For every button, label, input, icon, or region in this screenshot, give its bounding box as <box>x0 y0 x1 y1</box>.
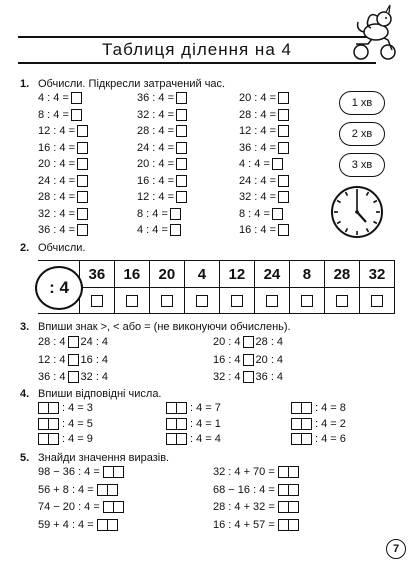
result-digit-box[interactable] <box>97 519 108 531</box>
equation-row <box>137 92 187 104</box>
title-bottom-rule <box>18 62 376 64</box>
equation-text: 12 : 4 = <box>38 125 76 137</box>
answer-box[interactable] <box>77 125 88 137</box>
equation-row <box>137 191 187 203</box>
dividend-digit-box[interactable] <box>177 418 187 430</box>
expression-text: 56 + 8 : 4 = <box>38 483 94 496</box>
equation-text: 8 : 4 = <box>239 207 270 220</box>
comparison-left-expression: 12 : 4 <box>38 353 66 366</box>
equation-row <box>239 191 289 203</box>
missing-number-row <box>38 433 93 445</box>
equation-row <box>38 142 88 154</box>
dividend-digit-box[interactable] <box>302 418 312 430</box>
dividend-digit-box[interactable] <box>177 402 187 414</box>
answer-box[interactable] <box>176 191 187 203</box>
dividend-cell: 16 <box>114 261 149 287</box>
missing-number-row <box>38 418 93 430</box>
expression-text: 98 − 36 : 4 = <box>38 466 100 478</box>
equation-text: : 4 = 4 <box>190 433 221 445</box>
equation-row <box>38 224 88 236</box>
equation-text: 24 : 4 = <box>137 141 175 154</box>
dividend-cell: 8 <box>289 261 324 287</box>
expression-text: 32 : 4 + 70 = <box>213 466 275 478</box>
answer-box[interactable] <box>91 295 103 307</box>
dividend-digit-box[interactable] <box>49 433 59 445</box>
dividend-cell: 28 <box>324 261 359 287</box>
equation-text: 36 : 4 = <box>137 92 175 104</box>
divisor-oval: : 4 <box>35 266 83 310</box>
dividend-cell: 12 <box>219 261 254 287</box>
equation-row <box>239 158 283 170</box>
equation-text: 8 : 4 = <box>38 108 69 121</box>
answer-box[interactable] <box>278 224 289 236</box>
equation-row <box>137 142 187 154</box>
equation-text: : 4 = 5 <box>62 417 93 430</box>
missing-number-row <box>166 402 221 414</box>
equation-row <box>239 92 289 104</box>
quotient-cell <box>79 287 114 313</box>
equation-row <box>239 125 289 137</box>
answer-box[interactable] <box>301 295 313 307</box>
result-digit-box[interactable] <box>114 466 124 478</box>
clock-icon <box>330 185 384 239</box>
result-digit-box[interactable] <box>289 466 299 478</box>
answer-box[interactable] <box>231 295 243 307</box>
answer-box[interactable] <box>176 175 187 187</box>
result-digit-box[interactable] <box>97 484 108 496</box>
result-digit-box[interactable] <box>289 519 299 531</box>
quotient-cell <box>254 287 289 313</box>
expression-text: 68 − 16 : 4 = <box>213 483 275 496</box>
time-option-1min[interactable]: 1 хв <box>339 91 385 115</box>
equation-row <box>239 142 289 154</box>
result-digit-box[interactable] <box>289 484 299 496</box>
division-table-values-row <box>38 261 394 287</box>
expression-text: 74 − 20 : 4 = <box>38 501 100 513</box>
expression-row <box>38 501 124 513</box>
result-digit-box[interactable] <box>108 484 118 496</box>
answer-box[interactable] <box>278 142 289 154</box>
comparison-sign-box[interactable] <box>243 354 254 366</box>
task-3-number: 3. <box>20 321 30 333</box>
dividend-digit-box[interactable] <box>166 402 177 414</box>
equation-text: : 4 = 3 <box>62 402 93 414</box>
answer-box[interactable] <box>371 295 383 307</box>
result-digit-box[interactable] <box>103 501 114 513</box>
dividend-cell: 36 <box>79 261 114 287</box>
time-option-2min[interactable]: 2 хв <box>339 122 385 146</box>
comparison-row <box>38 336 108 348</box>
missing-number-row <box>38 402 93 414</box>
equation-text: : 4 = 6 <box>315 433 346 445</box>
result-digit-box[interactable] <box>289 501 299 513</box>
equation-row <box>38 125 88 137</box>
expression-row <box>213 501 299 513</box>
dividend-digit-box[interactable] <box>302 402 312 414</box>
division-table <box>38 260 395 314</box>
answer-box[interactable] <box>170 224 181 236</box>
answer-box[interactable] <box>278 191 289 203</box>
equation-text: 4 : 4 = <box>137 224 168 236</box>
answer-box[interactable] <box>176 92 187 104</box>
comparison-row <box>213 354 283 366</box>
dividend-digit-box[interactable] <box>49 418 59 430</box>
dividend-digit-box[interactable] <box>177 433 187 445</box>
task-5-instruction: Знайди значення виразів. <box>38 452 170 464</box>
comparison-left-expression: 16 : 4 <box>213 353 241 366</box>
result-digit-box[interactable] <box>103 466 114 478</box>
result-digit-box[interactable] <box>278 466 289 478</box>
answer-box[interactable] <box>176 142 187 154</box>
dividend-digit-box[interactable] <box>38 402 49 414</box>
answer-box[interactable] <box>77 208 88 220</box>
answer-box[interactable] <box>126 295 138 307</box>
answer-box[interactable] <box>196 295 208 307</box>
equation-text: 20 : 4 = <box>137 158 175 170</box>
comparison-row <box>38 371 108 383</box>
equation-text: 36 : 4 = <box>239 141 277 154</box>
quotient-cell <box>184 287 219 313</box>
equation-text: 4 : 4 = <box>38 92 69 104</box>
answer-box[interactable] <box>336 295 348 307</box>
answer-box[interactable] <box>77 191 88 203</box>
comparison-sign-box[interactable] <box>68 336 79 348</box>
answer-box[interactable] <box>176 158 187 170</box>
equation-row <box>239 109 289 121</box>
unicorn-mascot-icon <box>346 4 404 62</box>
missing-number-row <box>291 433 346 445</box>
dividend-cell: 20 <box>149 261 184 287</box>
comparison-right-expression: 24 : 4 <box>80 336 109 348</box>
dividend-cell: 32 <box>359 261 394 287</box>
answer-box[interactable] <box>266 295 278 307</box>
result-digit-box[interactable] <box>108 519 118 531</box>
quotient-cell <box>114 287 149 313</box>
equation-text: 32 : 4 = <box>38 207 76 220</box>
answer-box[interactable] <box>77 175 88 187</box>
equation-row <box>137 224 181 236</box>
result-digit-box[interactable] <box>278 519 289 531</box>
answer-box[interactable] <box>176 109 187 121</box>
equation-text: 24 : 4 = <box>38 174 76 187</box>
equation-row <box>137 175 187 187</box>
comparison-row <box>213 371 283 383</box>
equation-text: 12 : 4 = <box>137 191 175 203</box>
equation-text: 4 : 4 = <box>239 158 270 170</box>
answer-box[interactable] <box>278 109 289 121</box>
equation-text: 16 : 4 = <box>239 224 277 236</box>
expression-text: 59 + 4 : 4 = <box>38 518 94 531</box>
answer-box[interactable] <box>272 208 283 220</box>
expression-row <box>213 466 299 478</box>
equation-text: 20 : 4 = <box>239 92 277 104</box>
dividend-digit-box[interactable] <box>166 418 177 430</box>
result-digit-box[interactable] <box>278 501 289 513</box>
equation-row <box>137 109 187 121</box>
equation-row <box>137 125 187 137</box>
expression-text: 28 : 4 + 32 = <box>213 501 275 513</box>
answer-box[interactable] <box>77 158 88 170</box>
answer-box[interactable] <box>77 224 88 236</box>
expression-text: 16 : 4 + 57 = <box>213 518 275 531</box>
quotient-cell <box>149 287 184 313</box>
comparison-sign-box[interactable] <box>243 371 254 383</box>
answer-box[interactable] <box>278 175 289 187</box>
comparison-right-expression: 28 : 4 <box>255 336 284 348</box>
answer-box[interactable] <box>77 142 88 154</box>
equation-row <box>38 175 88 187</box>
task-5-number: 5. <box>20 452 30 464</box>
dividend-digit-box[interactable] <box>166 433 177 445</box>
equation-text: : 4 = 9 <box>62 433 93 445</box>
answer-box[interactable] <box>170 208 181 220</box>
equation-row <box>239 175 289 187</box>
quotient-cell <box>289 287 324 313</box>
equation-text: 8 : 4 = <box>137 207 168 220</box>
equation-text: : 4 = 2 <box>315 417 346 430</box>
comparison-left-expression: 32 : 4 <box>213 371 241 383</box>
result-digit-box[interactable] <box>114 501 124 513</box>
equation-text: 32 : 4 = <box>137 108 175 121</box>
result-digit-box[interactable] <box>278 484 289 496</box>
comparison-right-expression: 20 : 4 <box>255 353 284 366</box>
equation-text: 32 : 4 = <box>239 191 277 203</box>
missing-number-row <box>166 418 221 430</box>
dividend-digit-box[interactable] <box>38 433 49 445</box>
quotient-cell <box>359 287 394 313</box>
missing-number-row <box>291 402 346 414</box>
task-2-number: 2. <box>20 242 30 254</box>
dividend-digit-box[interactable] <box>49 402 59 414</box>
dividend-digit-box[interactable] <box>302 433 312 445</box>
task-2-instruction: Обчисли. <box>38 242 86 254</box>
comparison-left-expression: 36 : 4 <box>38 371 66 383</box>
answer-box[interactable] <box>71 92 82 104</box>
dividend-digit-box[interactable] <box>291 418 302 430</box>
equation-row <box>38 208 88 220</box>
equation-row <box>137 158 187 170</box>
equation-text: 28 : 4 = <box>38 191 76 203</box>
equation-text: 16 : 4 = <box>137 174 175 187</box>
comparison-left-expression: 20 : 4 <box>213 336 241 348</box>
comparison-sign-box[interactable] <box>68 371 79 383</box>
comparison-row <box>38 354 108 366</box>
equation-row <box>38 158 88 170</box>
missing-number-row <box>166 433 221 445</box>
task-1-number: 1. <box>20 78 30 90</box>
expression-row <box>213 484 299 496</box>
task-4-number: 4. <box>20 388 30 400</box>
comparison-right-expression: 16 : 4 <box>80 353 109 366</box>
answer-box[interactable] <box>272 158 283 170</box>
equation-text: 24 : 4 = <box>239 174 277 187</box>
expression-row <box>213 519 299 531</box>
equation-text: 12 : 4 = <box>239 125 277 137</box>
dividend-digit-box[interactable] <box>291 402 302 414</box>
expression-row <box>38 466 124 478</box>
equation-row <box>137 208 181 220</box>
equation-row <box>239 208 283 220</box>
equation-text: 16 : 4 = <box>38 141 76 154</box>
comparison-row <box>213 336 283 348</box>
comparison-sign-box[interactable] <box>68 354 79 366</box>
equation-text: : 4 = 1 <box>190 417 221 430</box>
division-table-answers-row <box>38 287 394 313</box>
quotient-cell <box>324 287 359 313</box>
equation-text: : 4 = 7 <box>190 402 221 414</box>
page-number: 7 <box>386 539 406 559</box>
comparison-sign-box[interactable] <box>243 336 254 348</box>
answer-box[interactable] <box>278 92 289 104</box>
time-option-3min[interactable]: 3 хв <box>339 153 385 177</box>
comparison-right-expression: 36 : 4 <box>255 371 284 383</box>
dividend-cell: 24 <box>254 261 289 287</box>
task-3-instruction: Впиши знак >, < або = (не виконуючи обчислень). <box>38 321 291 333</box>
dividend-digit-box[interactable] <box>38 418 49 430</box>
expression-row <box>38 519 118 531</box>
equation-text: 36 : 4 = <box>38 224 76 236</box>
task-4-instruction: Впиши відповідні числа. <box>38 388 162 400</box>
dividend-cell: 4 <box>184 261 219 287</box>
comparison-right-expression: 32 : 4 <box>80 371 109 383</box>
equation-row <box>239 224 289 236</box>
answer-box[interactable] <box>278 125 289 137</box>
answer-box[interactable] <box>161 295 173 307</box>
equation-text: 28 : 4 = <box>239 108 277 121</box>
quotient-cell <box>219 287 254 313</box>
equation-text: 20 : 4 = <box>38 158 76 170</box>
equation-row <box>38 109 82 121</box>
equation-row <box>38 191 88 203</box>
dividend-digit-box[interactable] <box>291 433 302 445</box>
missing-number-row <box>291 418 346 430</box>
comparison-left-expression: 28 : 4 <box>38 336 66 348</box>
expression-row <box>38 484 118 496</box>
answer-box[interactable] <box>71 109 82 121</box>
task-1-instruction: Обчисли. Підкресли затрачений час. <box>38 78 226 90</box>
page-title: Таблиця ділення на 4 <box>102 39 292 59</box>
equation-text: 28 : 4 = <box>137 125 175 137</box>
equation-text: : 4 = 8 <box>315 402 346 414</box>
answer-box[interactable] <box>176 125 187 137</box>
equation-row <box>38 92 82 104</box>
